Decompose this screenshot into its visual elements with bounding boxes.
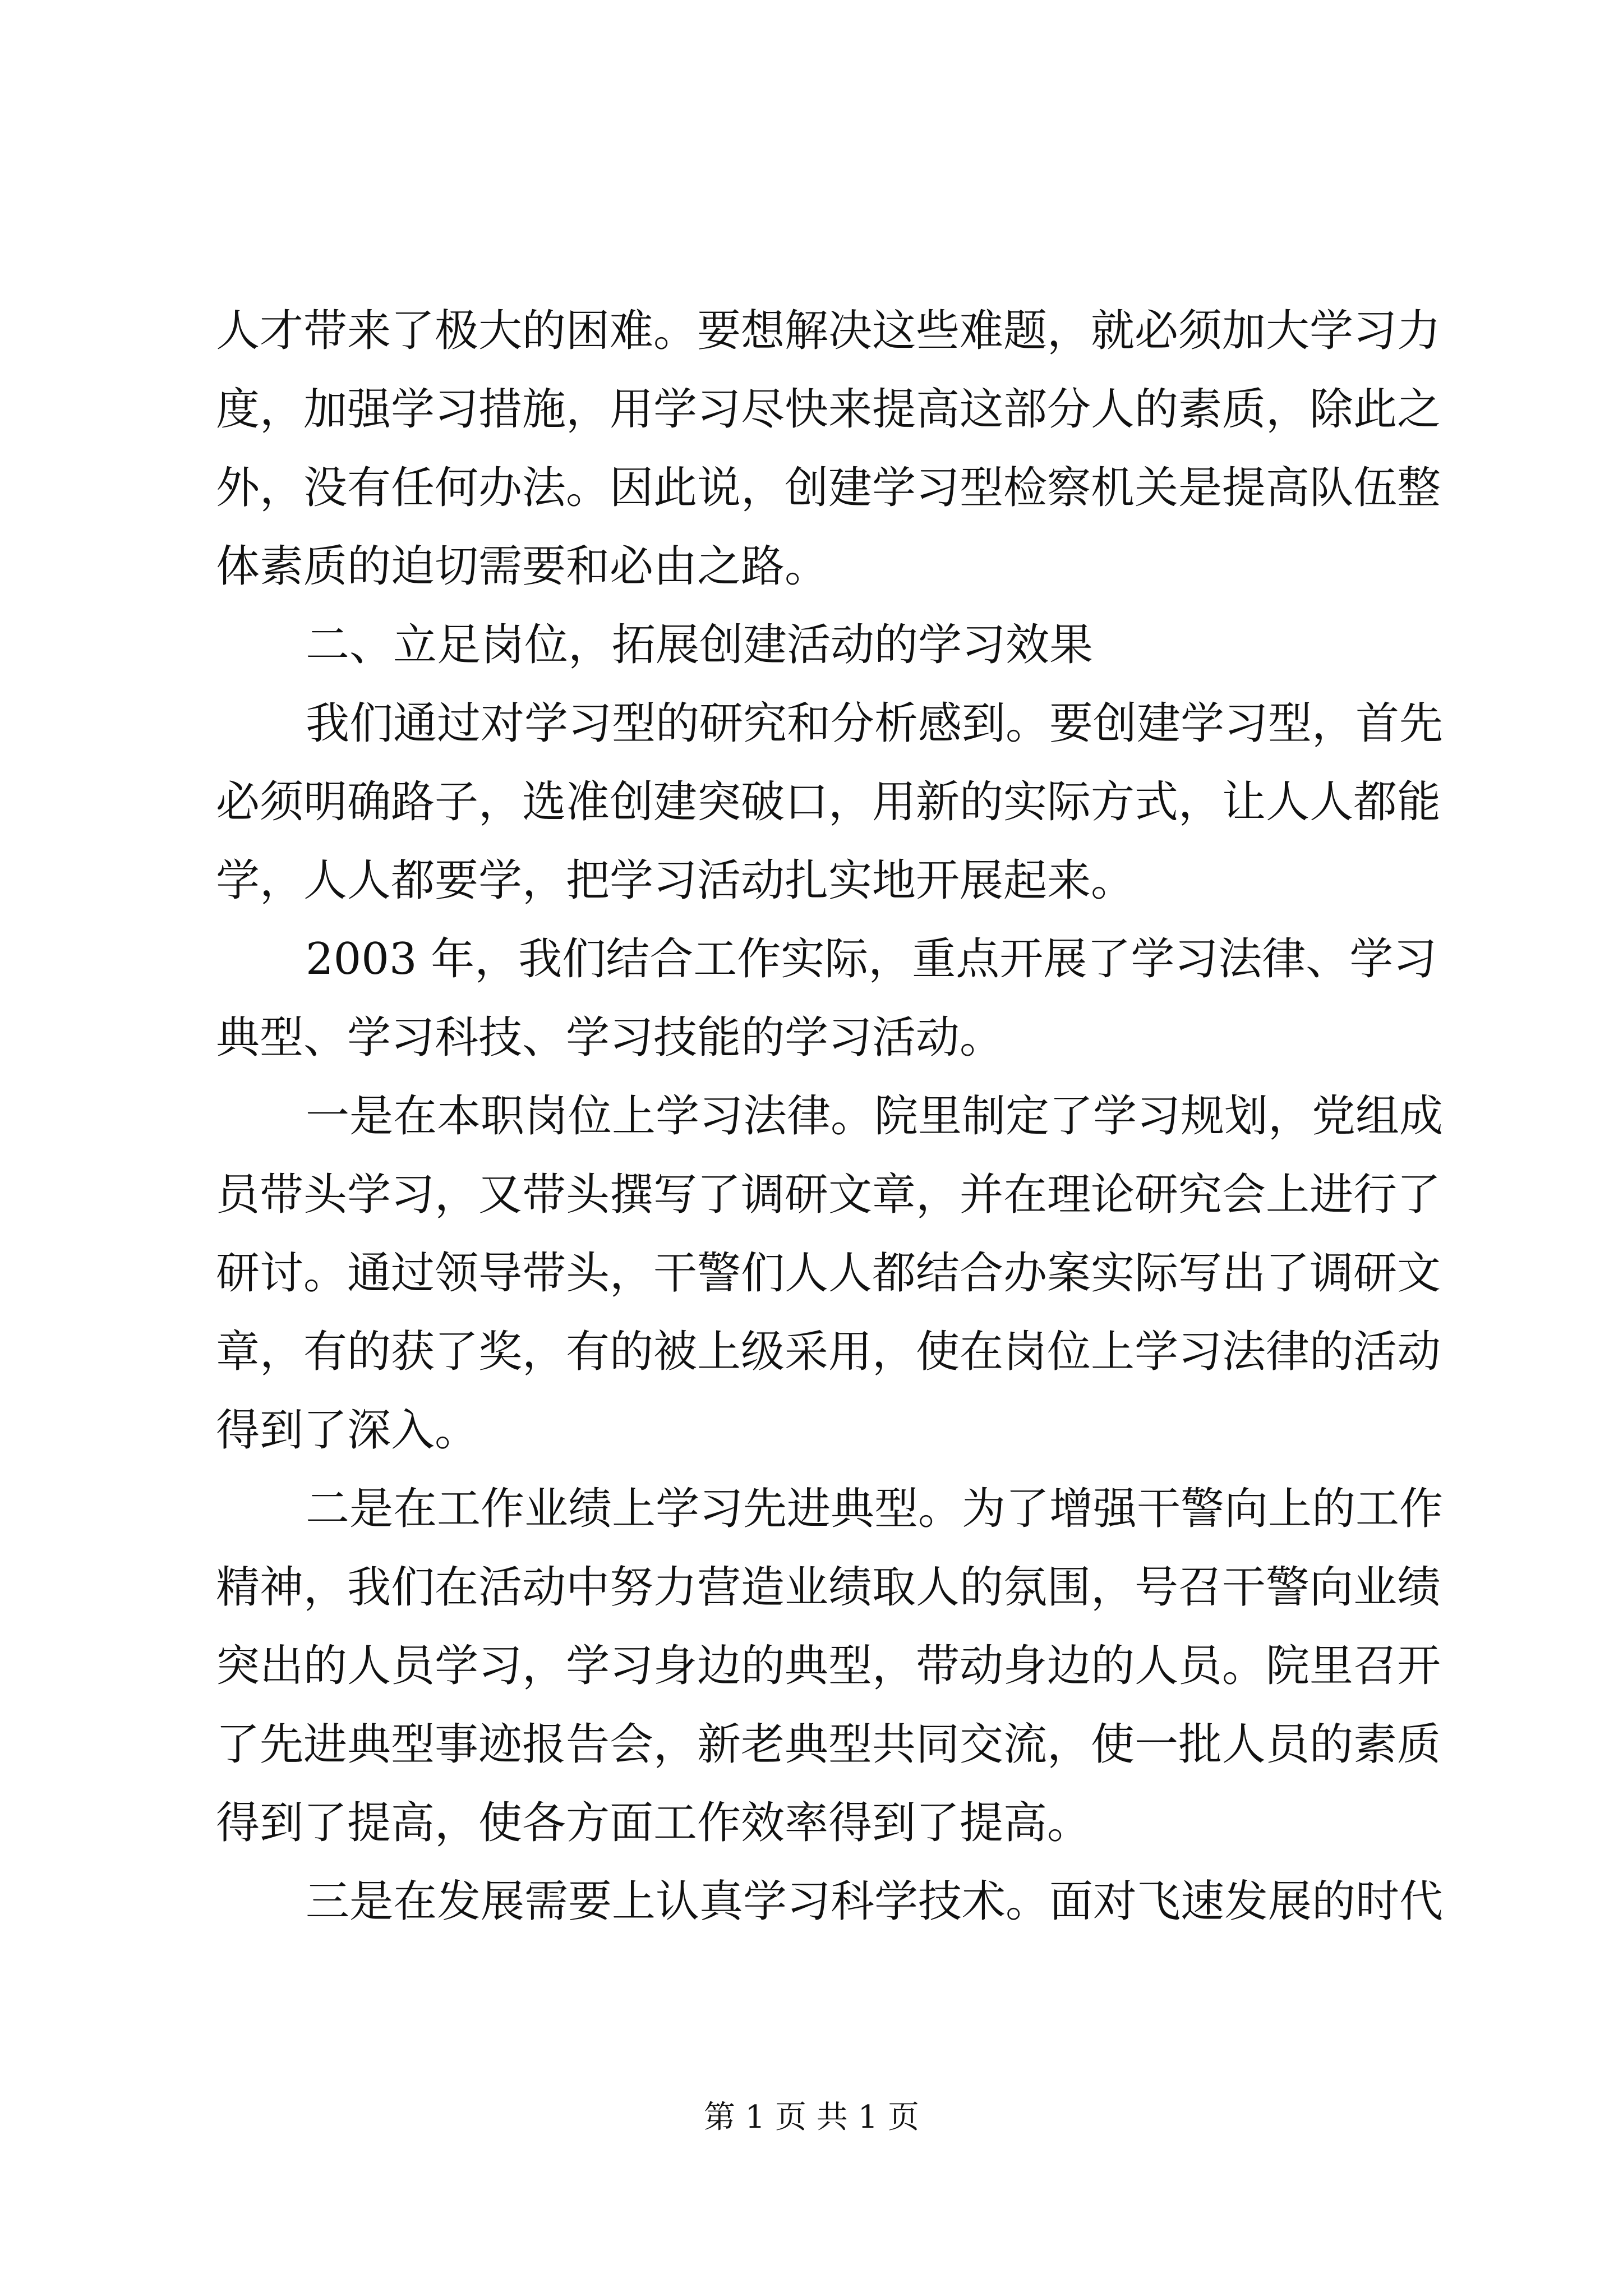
heading-line: 二、立足岗位，拓展创建活动的学习效果 <box>306 620 1094 670</box>
paragraph <box>216 920 1437 1077</box>
text-line: 一是在本职岗位上学习法律。院里制定了学习规划，党组成 <box>306 1091 1444 1142</box>
text-line: 我们通过对学习型的研究和分析感到。要创建学习型，首先 <box>306 698 1444 749</box>
paragraph <box>216 1077 1444 1470</box>
text-line: 得到了深入。 <box>216 1405 479 1456</box>
text-line: 得到了提高，使各方面工作效率得到了提高。 <box>216 1798 1091 1848</box>
paragraph-continuation <box>216 292 1441 606</box>
text-line: 人才带来了极大的困难。要想解决这些难题，就必须加大学习力 <box>216 306 1441 356</box>
text-line: 2003 年，我们结合工作实际，重点开展了学习法律、学习 <box>306 934 1437 984</box>
section-heading <box>216 606 1427 684</box>
text-line: 必须明确路子，选准创建突破口，用新的实际方式，让人人都能 <box>216 777 1441 827</box>
text-line: 三是在发展需要上认真学习科学技术。面对飞速发展的时代 <box>306 1876 1444 1927</box>
text-line: 突出的人员学习，学习身边的典型，带动身边的人员。院里召开 <box>216 1641 1441 1691</box>
text-line: 体素质的迫切需要和必由之路。 <box>216 541 829 592</box>
text-line: 外，没有任何办法。因此说，创建学习型检察机关是提高队伍整 <box>216 463 1441 513</box>
document-body <box>216 292 1444 1941</box>
text-line: 研讨。通过领导带头，干警们人人都结合办案实际写出了调研文 <box>216 1248 1441 1299</box>
paragraph <box>216 1862 1444 1941</box>
text-line: 员带头学习，又带头撰写了调研文章，并在理论研究会上进行了 <box>216 1170 1441 1220</box>
text-line: 学，人人都要学，把学习活动扎实地开展起来。 <box>216 855 1135 906</box>
text-line: 二是在工作业绩上学习先进典型。为了增强干警向上的工作 <box>306 1484 1444 1534</box>
paragraph <box>216 1470 1444 1862</box>
text-line: 精神，我们在活动中努力营造业绩取人的氛围，号召干警向业绩 <box>216 1562 1441 1613</box>
text-line: 度，加强学习措施，用学习尽快来提高这部分人的素质，除此之 <box>216 384 1441 435</box>
text-line: 章，有的获了奖，有的被上级采用，使在岗位上学习法律的活动 <box>216 1327 1441 1377</box>
page-footer: 第 1 页 共 1 页 <box>703 2099 920 2136</box>
paragraph <box>216 684 1444 920</box>
text-line: 了先进典型事迹报告会，新老典型共同交流，使一批人员的素质 <box>216 1719 1441 1770</box>
text-line: 典型、学习科技、学习技能的学习活动。 <box>216 1013 1004 1063</box>
